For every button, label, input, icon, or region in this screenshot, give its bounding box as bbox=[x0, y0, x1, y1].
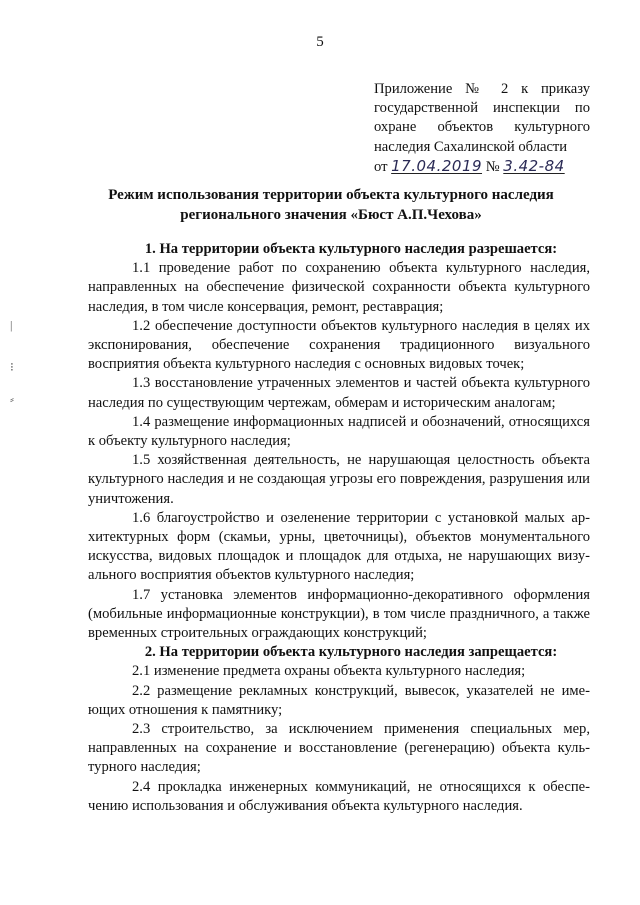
document-body bbox=[88, 240, 590, 816]
document-title bbox=[70, 186, 592, 225]
title-line-1: Режим использования территории объекта культурного наследия bbox=[108, 187, 554, 203]
appendix-line-3: охране объектов культурного bbox=[374, 119, 590, 136]
handwritten-number: 3.42-84 bbox=[503, 156, 565, 175]
appendix-line-1: Приложение № 2 к приказу bbox=[374, 81, 590, 97]
appendix-line-2: государственной инспекции по bbox=[374, 100, 590, 117]
list-item: 1.7 установка элементов информационно-декоративного оформления (мобильные информационные конструкции), в том числе праздничного, а также временных строительных ограждающих конструкций; bbox=[88, 586, 590, 642]
date-prefix: от bbox=[374, 158, 388, 175]
scan-margin-mark: ⁝ bbox=[10, 360, 14, 374]
list-item: 1.2 обеспечение доступности объектов культурного наследия в целях их экспонирования, обеспечение сохранения традиционного визуального восприятия объекта культурного наследия с основных видовых точек; bbox=[88, 317, 590, 373]
appendix-line-4: наследия Сахалинской области bbox=[374, 138, 568, 155]
list-item: 1.6 благоустройство и озеленение территории с установкой малых архитектурных форм (скамьи, урны, цветочницы), объектов монументального искусства, видовых площадок и площадок для отдыха, не нарушающих визуального восприятия объектов культурного наследия; bbox=[88, 509, 590, 584]
appendix-block bbox=[374, 80, 590, 177]
list-item: 2.4 прокладка инженерных коммуникаций, не относящихся к обеспечению использования и обслуживания объекта культурного наследия. bbox=[88, 778, 590, 814]
appendix-date-line bbox=[374, 157, 590, 177]
list-item: 2.1 изменение предмета охраны объекта культурного наследия; bbox=[132, 663, 526, 680]
section-1-heading: 1. На территории объекта культурного наследия разрешается: bbox=[144, 241, 558, 257]
page-number: 5 bbox=[316, 34, 324, 50]
list-item: 1.1 проведение работ по сохранению объекта культурного наследия, направленных на обеспечение физической сохранности объекта культурного наследия, в том числе консервация, ремонт, реставрация; bbox=[88, 260, 590, 315]
title-line-2: регионального значения «Бюст А.П.Чехова» bbox=[180, 206, 482, 223]
section-2-heading: 2. На территории объекта культурного наследия запрещается: bbox=[144, 644, 558, 661]
scan-margin-mark: | bbox=[10, 318, 13, 332]
list-item: 2.3 строительство, за исключением применения специальных мер, направленных на сохранение и восстановление (регенерацию) объекта культурного наследия; bbox=[88, 721, 590, 776]
list-item: 2.2 размещение рекламных конструкций, вывесок, указателей не имеющих отношения к памятнику; bbox=[88, 682, 590, 718]
list-item: 1.4 размещение информационных надписей и обозначений, относящихся к объекту культурного наследия; bbox=[88, 413, 590, 450]
handwritten-date: 17.04.2019 bbox=[391, 156, 483, 175]
list-item: 1.3 восстановление утраченных элементов и частей объекта культурного наследия по существующим чертежам, обмерам и историческим аналогам; bbox=[88, 375, 590, 411]
number-prefix: № bbox=[485, 158, 500, 175]
scan-margin-mark: ⸗ bbox=[10, 392, 14, 406]
list-item: 1.5 хозяйственная деятельность, не нарушающая целостность объекта культурного наследия и не создающая угрозы его повреждения, разрушения или уничтожения. bbox=[88, 452, 590, 507]
